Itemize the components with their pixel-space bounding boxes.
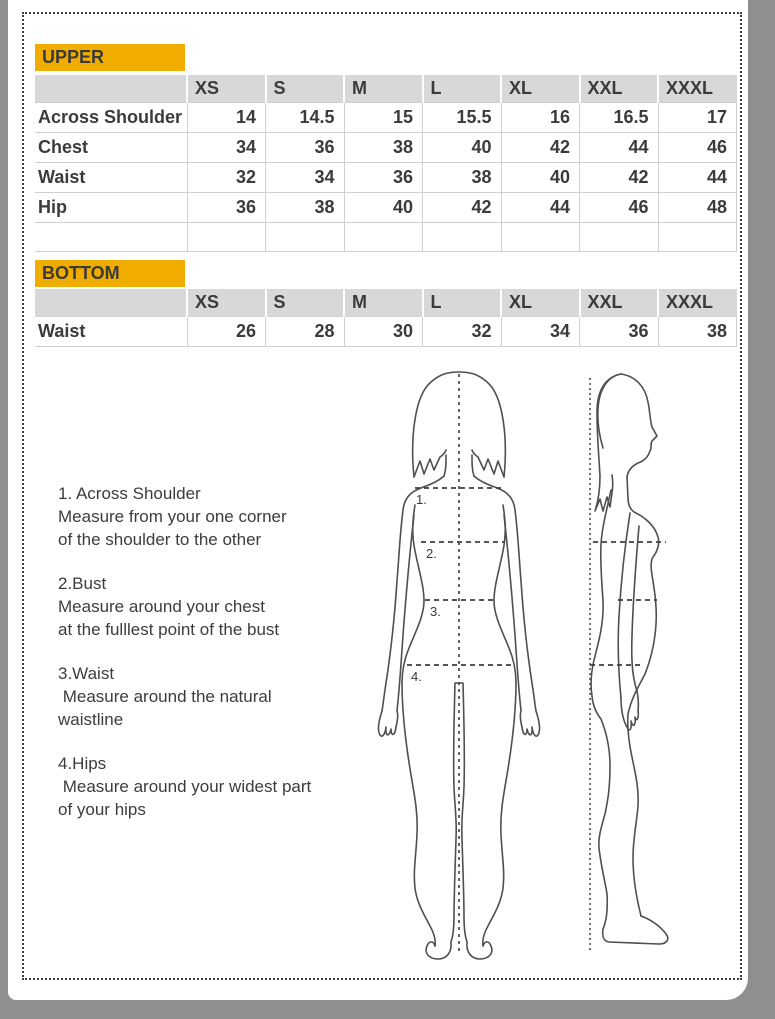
- size-value-cell: 36: [266, 133, 345, 163]
- empty-label-cell: [35, 223, 187, 252]
- side-figure: [590, 374, 668, 953]
- measurement-row: [35, 193, 737, 223]
- empty-cell: [266, 223, 345, 252]
- row-label-cell: Hip: [35, 193, 187, 223]
- front-hand-right: [520, 710, 539, 736]
- instruction-title: 4.Hips: [58, 754, 107, 773]
- front-arm-right: [474, 476, 536, 711]
- page-border: [22, 12, 742, 980]
- row-label-cell: Across Shoulder: [35, 103, 187, 133]
- instruction-item: [58, 752, 388, 821]
- front-hair-fringe-left: [414, 450, 446, 477]
- size-value-cell: 38: [658, 317, 737, 347]
- empty-cell: [501, 223, 580, 252]
- size-value-cell: 48: [658, 193, 737, 223]
- size-value-cell: 38: [423, 163, 502, 193]
- instruction-line: of your hips: [58, 800, 146, 819]
- size-header-cell: XL: [501, 75, 580, 103]
- side-hair: [595, 374, 621, 511]
- corner-cell: [35, 289, 187, 317]
- instruction-line: Measure from your one corner: [58, 507, 287, 526]
- figure-label-3: 3.: [430, 604, 441, 619]
- size-value-cell: 38: [266, 193, 345, 223]
- empty-cell: [187, 223, 266, 252]
- empty-row: [35, 223, 737, 252]
- size-value-cell: 15: [344, 103, 423, 133]
- instruction-line: Measure around your widest part: [58, 777, 312, 796]
- side-hand: [621, 691, 638, 730]
- instruction-title: 2.Bust: [58, 574, 107, 593]
- body-measurement-diagram: [370, 365, 742, 977]
- side-back-outline: [591, 490, 668, 944]
- size-header-cell: L: [423, 75, 502, 103]
- size-value-cell: 36: [187, 193, 266, 223]
- front-leg-outer-right: [483, 683, 516, 946]
- size-value-cell: 28: [266, 317, 345, 347]
- row-label-cell: Waist: [35, 163, 187, 193]
- size-header-cell: XXXL: [658, 289, 737, 317]
- figure-label-4: 4.: [411, 669, 422, 684]
- side-arm-front: [618, 513, 630, 698]
- size-header-cell: XS: [187, 289, 266, 317]
- size-value-cell: 34: [501, 317, 580, 347]
- size-header-cell: XXL: [580, 75, 659, 103]
- measurement-row: [35, 103, 737, 133]
- size-header-cell: XXXL: [658, 75, 737, 103]
- size-value-cell: 34: [187, 133, 266, 163]
- size-value-cell: 40: [344, 193, 423, 223]
- instruction-line: Measure around the natural: [58, 687, 272, 706]
- size-value-cell: 32: [423, 317, 502, 347]
- size-header-cell: L: [423, 289, 502, 317]
- size-value-cell: 17: [658, 103, 737, 133]
- upper-size-table: [35, 75, 737, 252]
- size-value-cell: 44: [501, 193, 580, 223]
- instruction-item: [58, 572, 388, 641]
- measurement-row: [35, 163, 737, 193]
- size-header-cell: XL: [501, 289, 580, 317]
- size-value-cell: 26: [187, 317, 266, 347]
- empty-cell: [423, 223, 502, 252]
- size-value-cell: 32: [187, 163, 266, 193]
- size-header-cell: XXL: [580, 289, 659, 317]
- size-value-cell: 42: [501, 133, 580, 163]
- empty-cell: [658, 223, 737, 252]
- side-head-back: [598, 374, 621, 448]
- instruction-line: Measure around your chest: [58, 597, 265, 616]
- size-value-cell: 40: [423, 133, 502, 163]
- size-header-cell: M: [344, 289, 423, 317]
- instruction-title: 1. Across Shoulder: [58, 484, 201, 503]
- side-arm-back: [632, 526, 639, 691]
- size-value-cell: 14: [187, 103, 266, 133]
- front-foot-left: [426, 942, 451, 959]
- size-header-row: [35, 75, 737, 103]
- front-hair-fringe-right: [472, 450, 504, 477]
- size-header-row: [35, 289, 737, 317]
- corner-cell: [35, 75, 187, 103]
- size-value-cell: 44: [658, 163, 737, 193]
- size-value-cell: 16.5: [580, 103, 659, 133]
- front-torso-right: [494, 505, 516, 683]
- size-value-cell: 42: [580, 163, 659, 193]
- figure-label-1: 1.: [416, 492, 427, 507]
- row-label-cell: Chest: [35, 133, 187, 163]
- measurement-instructions: [58, 482, 388, 842]
- size-header-cell: XS: [187, 75, 266, 103]
- size-value-cell: 14.5: [266, 103, 345, 133]
- instruction-item: [58, 482, 388, 551]
- empty-cell: [580, 223, 659, 252]
- instruction-line: of the shoulder to the other: [58, 530, 262, 549]
- front-hand-left: [379, 710, 398, 736]
- size-value-cell: 42: [423, 193, 502, 223]
- size-value-cell: 15.5: [423, 103, 502, 133]
- empty-cell: [344, 223, 423, 252]
- size-value-cell: 44: [580, 133, 659, 163]
- side-face: [621, 374, 657, 477]
- upper-section-label: UPPER: [35, 44, 185, 71]
- measurement-figures: [370, 365, 742, 977]
- size-header-cell: S: [266, 75, 345, 103]
- front-figure: [379, 372, 540, 959]
- size-value-cell: 16: [501, 103, 580, 133]
- instruction-title: 3.Waist: [58, 664, 115, 683]
- measurement-row: [35, 317, 737, 347]
- bottom-size-table: [35, 289, 737, 347]
- size-value-cell: 36: [580, 317, 659, 347]
- size-value-cell: 46: [580, 193, 659, 223]
- measurement-row: [35, 133, 737, 163]
- front-leg-inner: [451, 683, 467, 942]
- size-value-cell: 38: [344, 133, 423, 163]
- front-foot-right: [467, 942, 492, 959]
- instruction-item: [58, 662, 388, 731]
- instruction-line: waistline: [58, 710, 124, 729]
- bottom-section-label: BOTTOM: [35, 260, 185, 287]
- front-leg-outer-left: [402, 683, 435, 946]
- size-value-cell: 40: [501, 163, 580, 193]
- size-value-cell: 36: [344, 163, 423, 193]
- front-torso-left: [402, 505, 424, 683]
- size-value-cell: 30: [344, 317, 423, 347]
- size-value-cell: 46: [658, 133, 737, 163]
- size-value-cell: 34: [266, 163, 345, 193]
- row-label-cell: Waist: [35, 317, 187, 347]
- size-chart-page: [8, 0, 748, 1000]
- instruction-line: at the fulllest point of the bust: [58, 620, 280, 639]
- figure-label-2: 2.: [426, 546, 437, 561]
- size-header-cell: M: [344, 75, 423, 103]
- size-header-cell: S: [266, 289, 345, 317]
